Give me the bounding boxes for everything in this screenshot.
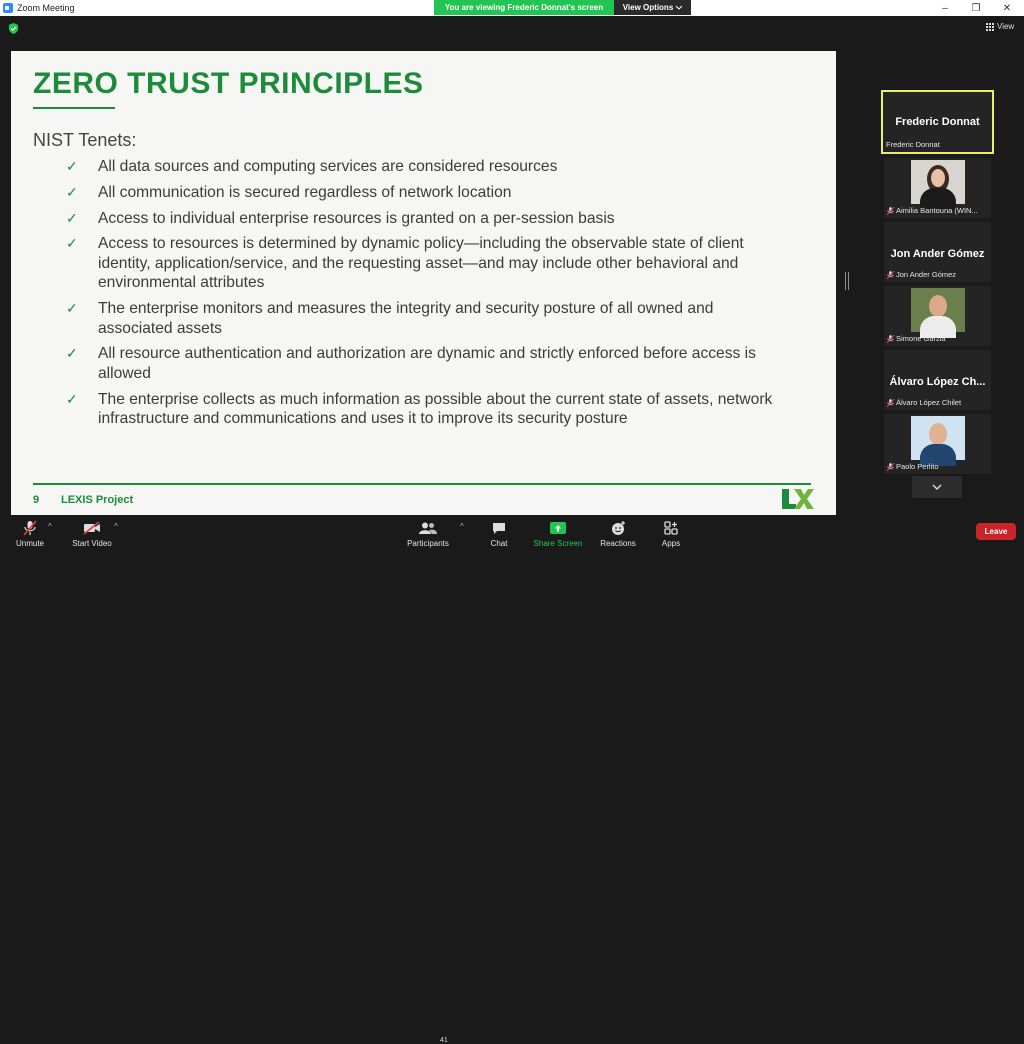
maximize-button[interactable]: ❐ [971,2,981,14]
footer-rule [33,483,811,485]
mic-muted-icon [887,399,894,407]
view-options-label: View Options [622,3,674,12]
list-item [66,209,786,229]
check-icon: ✓ [66,345,78,362]
window-title: Zoom Meeting [17,3,75,13]
slide-number: 9 [33,494,40,506]
participants-button[interactable] [398,519,458,548]
participants-count: 41 [440,1037,448,1044]
chat-button[interactable] [469,519,529,548]
mic-muted-icon [887,335,894,343]
apps-button[interactable] [641,519,701,548]
participant-tile[interactable] [884,158,991,218]
participant-name: Jon Ander Gómez [896,270,957,279]
mic-muted-icon [23,520,37,536]
participant-display-name: Frederic Donnat [895,116,980,128]
check-icon: ✓ [66,209,78,226]
apps-icon [664,521,678,535]
zoom-app-icon [3,3,13,13]
security-shield-icon[interactable] [8,23,19,34]
share-screen-button[interactable] [528,519,588,548]
participant-display-name: Álvaro López Ch... [889,376,986,388]
participant-name-label [887,334,946,343]
unmute-label: Unmute [15,539,44,548]
list-item [66,299,786,338]
mic-muted-icon [887,271,894,279]
participant-name-label [887,206,978,215]
participant-name: Aimilia Bantouna (WIN... [896,206,978,215]
mic-muted-icon [887,463,894,471]
chat-bubble-icon [492,522,506,535]
bullet-text: All communication is secured regardless of network location [98,183,512,201]
participants-label: Participants [407,539,449,548]
minimize-button[interactable]: – [942,2,948,14]
start-video-label: Start Video [72,539,112,548]
meeting-toolbar [0,516,1024,1044]
grid-icon [986,23,994,31]
share-screen-label: Share Screen [533,539,583,548]
participant-name-label [887,270,956,279]
check-icon: ✓ [66,235,78,252]
participant-tile[interactable] [884,286,991,346]
shared-screen-slide [11,51,836,515]
bullet-text: The enterprise monitors and measures the integrity and security posture of all owned and associated assets [98,300,714,337]
share-screen-icon [550,522,566,534]
bullet-text: All data sources and computing services are considered resources [98,158,558,175]
view-options-button[interactable] [614,0,691,15]
list-item [66,344,786,383]
bullet-text: The enterprise collects as much information as possible about the current state of assets, network infrastructure and communications and uses it to improve its security posture [98,390,773,428]
screen-share-banner [434,0,691,15]
list-item [66,234,786,293]
participant-name: Simone Garzia [896,334,946,343]
participant-video [911,160,965,204]
video-off-icon [83,521,101,535]
audio-options-caret[interactable]: ^ [48,522,52,531]
reactions-button[interactable] [588,519,648,548]
start-video-button[interactable] [62,519,122,548]
video-options-caret[interactable]: ^ [114,522,118,531]
bullet-list [66,157,786,435]
reactions-label: Reactions [600,539,636,548]
participant-name-label [887,462,939,471]
participant-name: Frederic Donnat [886,140,940,149]
viewing-screen-label: You are viewing Frederic Donnat's screen [434,0,614,15]
check-icon: ✓ [66,183,78,200]
footer-project-name: LEXIS Project [61,494,134,506]
leave-meeting-button[interactable]: Leave [976,523,1016,540]
participant-name-label [887,398,961,407]
participant-name: Álvaro López Chilet [896,398,962,407]
chevron-down-icon [676,6,682,10]
participants-options-caret[interactable]: ^ [460,522,464,531]
chevron-down-icon [932,484,942,490]
participant-video [911,288,965,332]
apps-label: Apps [661,539,681,548]
check-icon: ✓ [66,158,78,174]
participant-tile-active-speaker[interactable] [881,90,994,154]
mic-muted-icon [887,207,894,215]
check-icon: ✓ [66,300,78,317]
chat-label: Chat [490,539,508,548]
lexis-logo [780,487,814,511]
participant-video [911,416,965,460]
participants-icon [419,522,437,534]
participant-tile[interactable] [884,414,991,474]
scroll-participants-down-button[interactable] [912,476,962,498]
check-icon: ✓ [66,390,78,407]
list-item [66,390,786,429]
list-item [66,183,786,203]
participant-display-name: Jon Ander Gómez [890,248,985,260]
participant-name-label [886,140,940,149]
close-window-button[interactable]: ✕ [1002,2,1012,14]
bullet-text: Access to individual enterprise resources is granted on a per-session basis [98,209,615,227]
view-label: View [997,22,1015,31]
participant-tile[interactable] [884,350,991,410]
title-underline [33,107,115,109]
participant-tile[interactable] [884,222,991,282]
slide-subtitle: NIST Tenets: [33,130,137,150]
smiley-plus-icon [611,521,626,536]
view-layout-button[interactable] [986,22,1014,31]
panel-resize-handle[interactable] [845,272,851,290]
participant-name: Paolo Perlito [896,462,939,471]
bullet-text: All resource authentication and authorization are dynamic and strictly enforced before access is allowed [98,345,756,382]
slide-title: ZERO TRUST PRINCIPLES [33,67,424,100]
list-item [66,157,786,177]
bullet-text: Access to resources is determined by dynamic policy—including the observable state of client identity, application/service, and the requesting asset—and may include other behavioral and environmental attributes [98,235,744,292]
